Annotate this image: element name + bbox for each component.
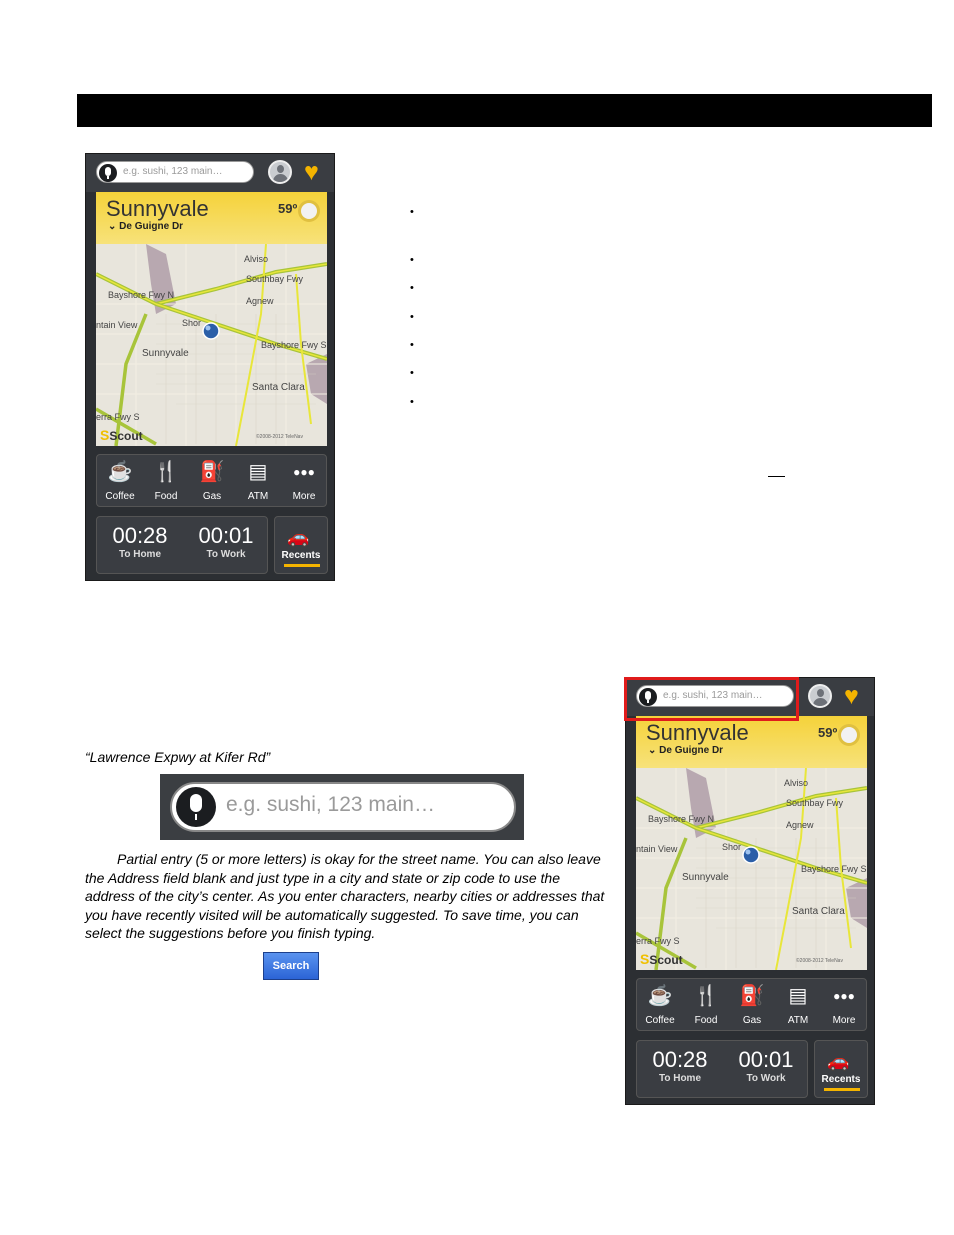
commute-to-home[interactable]: 00:28 To Home <box>112 523 168 560</box>
category-coffee[interactable]: ☕ Coffee <box>637 979 683 1032</box>
temperature: 59º <box>278 201 298 216</box>
category-more[interactable]: ●●● More <box>821 979 867 1032</box>
microphone-icon[interactable] <box>99 164 117 182</box>
city-name: Sunnyvale <box>646 720 749 745</box>
commute-times <box>636 1040 808 1098</box>
recents-button[interactable]: 🚗 Recents <box>814 1040 868 1098</box>
search-field-highlight <box>624 677 799 721</box>
recents-indicator <box>284 564 320 567</box>
car-icon: 🚗 <box>827 1051 850 1071</box>
map-label-santa-clara: Santa Clara <box>252 382 305 393</box>
commute-to-work[interactable]: 00:01 To Work <box>738 1047 794 1084</box>
phone-top-bar <box>86 154 334 192</box>
car-icon: 🚗 <box>287 527 310 547</box>
category-food[interactable]: 🍴 Food <box>683 979 729 1032</box>
search-field-closeup <box>160 774 524 840</box>
map-label-sierra-fwy: erra Fwy S <box>636 936 680 946</box>
category-atm[interactable]: ▤ ATM <box>775 979 821 1032</box>
map-label-shor: Shor <box>722 842 742 852</box>
commute-to-work[interactable]: 00:01 To Work <box>198 523 254 560</box>
microphone-icon[interactable] <box>176 787 216 827</box>
map-label-southbay: Southbay Fwy <box>786 798 844 808</box>
search-placeholder: e.g. sushi, 123 main… <box>123 166 223 177</box>
bullet: • <box>410 206 414 218</box>
profile-icon[interactable] <box>808 684 832 708</box>
location-weather-banner[interactable] <box>96 192 327 244</box>
recents-button[interactable]: 🚗 Recents <box>274 516 328 574</box>
phone-screenshot-search <box>625 677 875 1105</box>
bullet: • <box>410 367 414 379</box>
search-placeholder: e.g. sushi, 123 main… <box>663 690 763 701</box>
map-label-mountain-view: ntain View <box>636 844 678 854</box>
map-label-alviso: Alviso <box>784 778 809 788</box>
example-address: “Lawrence Expwy at Kifer Rd” <box>85 749 271 765</box>
scout-logo: SScout <box>100 427 143 443</box>
map-label-agnew: Agnew <box>246 296 274 306</box>
category-gas[interactable]: ⛽ Gas <box>729 979 775 1032</box>
map-label-bayshore-s: Bayshore Fwy S <box>261 340 327 350</box>
map-copyright: ©2008-2012 TeleNav <box>796 958 843 964</box>
map-label-agnew: Agnew <box>786 820 814 830</box>
map-label-sunnyvale: Sunnyvale <box>142 348 189 359</box>
section-header-bar <box>77 94 932 127</box>
profile-icon[interactable] <box>268 160 292 184</box>
map-label-alviso: Alviso <box>244 254 269 264</box>
bullet: • <box>410 396 414 408</box>
phone-screenshot-home <box>85 153 335 581</box>
link-underline[interactable] <box>768 476 785 477</box>
coffee-cup-icon: ☕ <box>647 985 673 1007</box>
temperature: 59º <box>818 725 838 740</box>
atm-icon: ▤ <box>788 985 808 1007</box>
bullet: • <box>410 282 414 294</box>
map-view[interactable] <box>636 768 867 970</box>
map-label-southbay: Southbay Fwy <box>246 274 304 284</box>
map-label-bayshore-n: Bayshore Fwy N <box>648 814 715 824</box>
category-food[interactable]: 🍴 Food <box>143 455 189 508</box>
fork-knife-icon: 🍴 <box>153 461 179 483</box>
category-bar <box>636 978 867 1031</box>
category-more[interactable]: ●●● More <box>281 455 327 508</box>
favorites-heart-icon[interactable]: ♥ <box>844 682 859 710</box>
gas-pump-icon: ⛽ <box>739 985 765 1007</box>
sun-icon <box>841 727 857 743</box>
map-label-sierra-fwy: erra Fwy S <box>96 412 140 422</box>
street-name: ⌄ De Guigne Dr <box>648 745 724 756</box>
favorites-heart-icon[interactable]: ♥ <box>304 158 319 186</box>
fork-knife-icon: 🍴 <box>693 985 719 1007</box>
more-dots-icon: ●●● <box>293 465 315 479</box>
commute-to-home[interactable]: 00:28 To Home <box>652 1047 708 1084</box>
instruction-paragraph: Partial entry (5 or more letters) is okay for the street name. You can also leave the Address field blank and just type in a city and state or zip code to use the address of the city’s center. As you enter characters, nearby cities or addresses that you have recently visited will be automatically suggested. To save time, you can select the suggestions before you finish typing. <box>85 851 605 942</box>
map-label-mountain-view: ntain View <box>96 320 138 330</box>
search-placeholder: e.g. sushi, 123 main… <box>226 793 435 816</box>
category-bar <box>96 454 327 507</box>
street-name: ⌄ De Guigne Dr <box>108 221 184 232</box>
map-label-bayshore-n: Bayshore Fwy N <box>108 290 175 300</box>
atm-icon: ▤ <box>248 461 268 483</box>
category-atm[interactable]: ▤ ATM <box>235 455 281 508</box>
category-coffee[interactable]: ☕ Coffee <box>97 455 143 508</box>
search-input[interactable] <box>96 161 254 183</box>
recents-indicator <box>824 1088 860 1091</box>
map-view[interactable] <box>96 244 327 446</box>
gas-pump-icon: ⛽ <box>199 461 225 483</box>
coffee-cup-icon: ☕ <box>107 461 133 483</box>
bullet: • <box>410 339 414 351</box>
city-name: Sunnyvale <box>106 196 209 221</box>
location-weather-banner[interactable] <box>636 716 867 768</box>
sun-icon <box>301 203 317 219</box>
more-dots-icon: ●●● <box>833 989 855 1003</box>
scout-logo: SScout <box>640 951 683 967</box>
category-gas[interactable]: ⛽ Gas <box>189 455 235 508</box>
map-label-bayshore-s: Bayshore Fwy S <box>801 864 867 874</box>
search-input-large[interactable] <box>170 782 516 832</box>
map-label-sunnyvale: Sunnyvale <box>682 872 729 883</box>
bullet: • <box>410 254 414 266</box>
map-label-shor: Shor <box>182 318 202 328</box>
search-button[interactable]: Search <box>263 952 319 980</box>
map-label-santa-clara: Santa Clara <box>792 906 845 917</box>
map-copyright: ©2008-2012 TeleNav <box>256 434 303 440</box>
bullet: • <box>410 311 414 323</box>
commute-times <box>96 516 268 574</box>
